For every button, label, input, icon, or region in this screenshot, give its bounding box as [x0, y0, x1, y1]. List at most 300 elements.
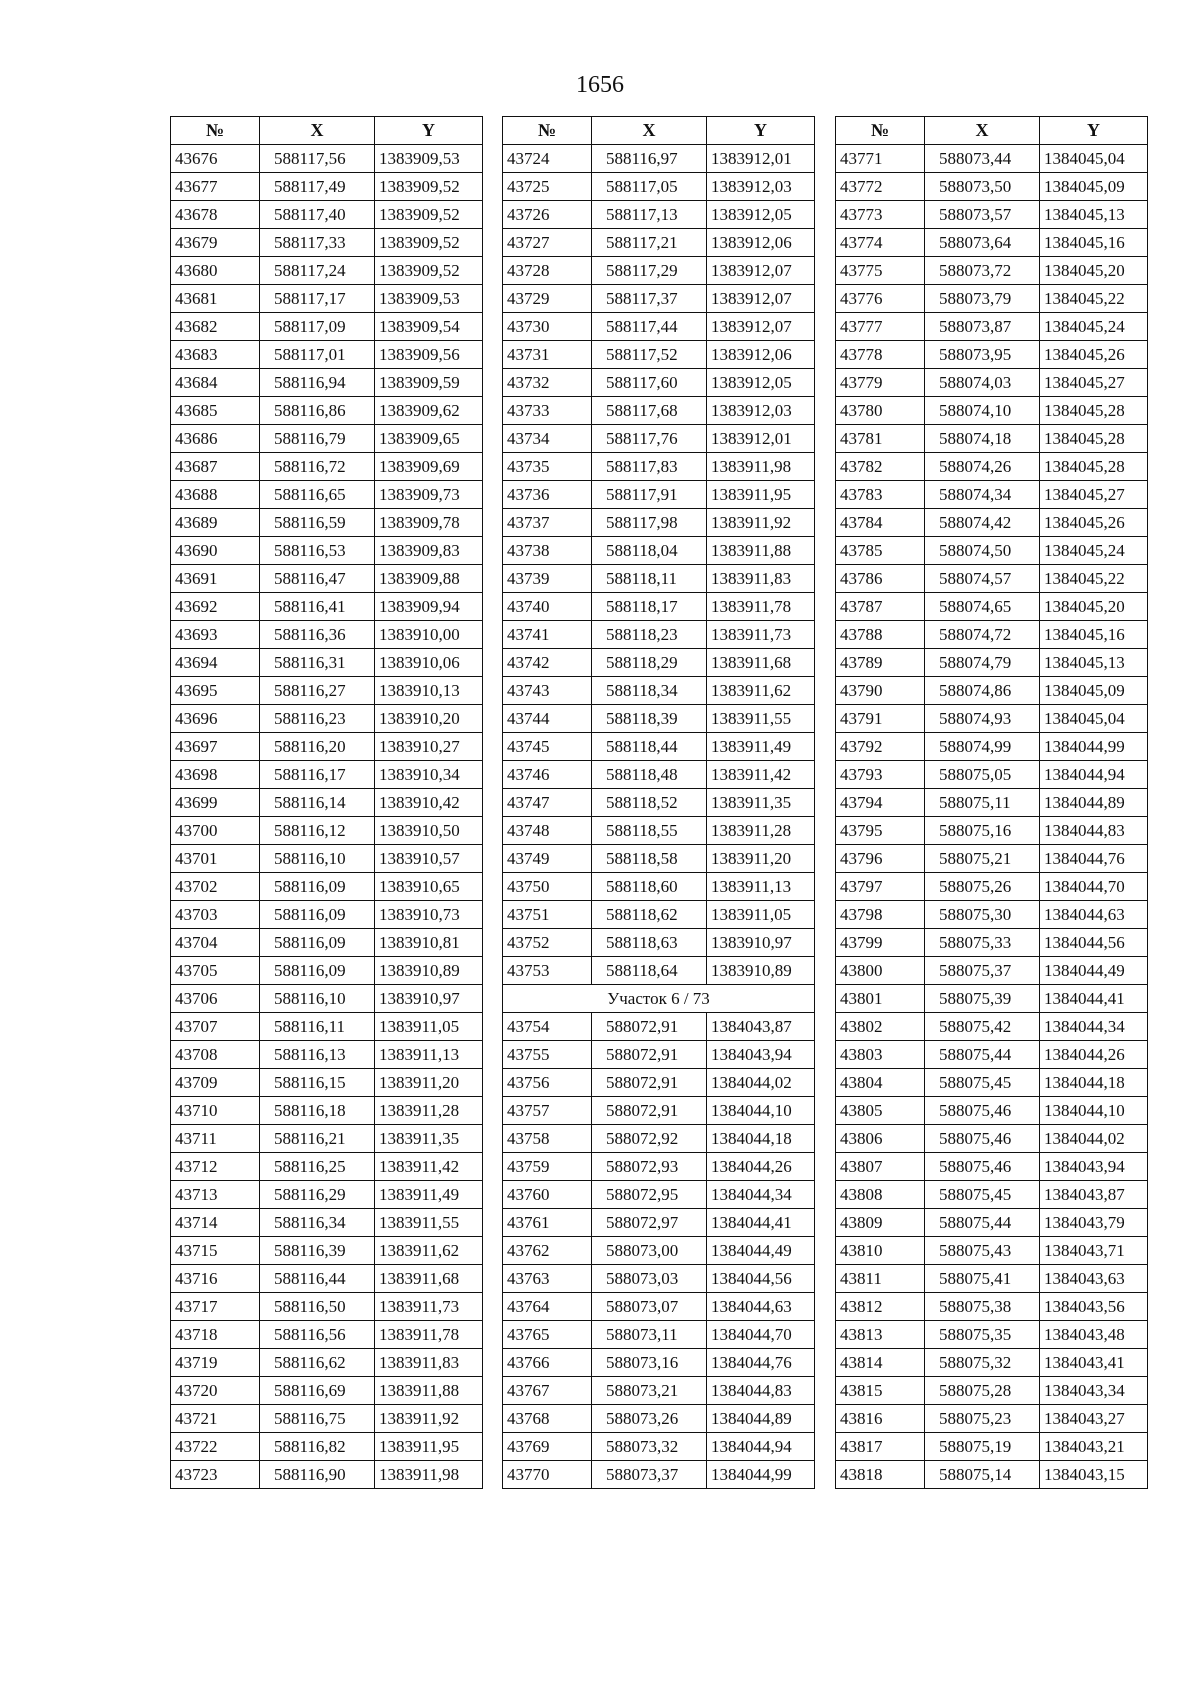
x-coordinate-cell: 588075,44: [925, 1041, 1040, 1069]
x-coordinate-cell: 588116,18: [260, 1097, 375, 1125]
x-coordinate-cell: 588117,09: [260, 313, 375, 341]
table-row: [503, 1377, 815, 1405]
y-coordinate-cell: 1384045,13: [1040, 201, 1148, 229]
point-number-cell: 43721: [171, 1405, 260, 1433]
y-coordinate-cell: 1383910,50: [375, 817, 483, 845]
point-number-cell: 43804: [836, 1069, 925, 1097]
table-row: [503, 1153, 815, 1181]
y-coordinate-cell: 1384045,16: [1040, 621, 1148, 649]
x-coordinate-cell: 588072,91: [592, 1013, 707, 1041]
point-number-cell: 43737: [503, 509, 592, 537]
x-coordinate-cell: 588073,44: [925, 145, 1040, 173]
table-row: [836, 565, 1148, 593]
x-coordinate-cell: 588075,46: [925, 1125, 1040, 1153]
point-number-cell: 43760: [503, 1181, 592, 1209]
point-number-cell: 43757: [503, 1097, 592, 1125]
table-row: [836, 173, 1148, 201]
header-x: X: [260, 117, 375, 145]
y-coordinate-cell: 1383912,01: [707, 145, 815, 173]
table-row: [836, 649, 1148, 677]
y-coordinate-cell: 1383911,13: [375, 1041, 483, 1069]
table-row: [503, 957, 815, 985]
point-number-cell: 43762: [503, 1237, 592, 1265]
x-coordinate-cell: 588117,05: [592, 173, 707, 201]
point-number-cell: 43791: [836, 705, 925, 733]
table-row: [836, 845, 1148, 873]
table-row: [171, 313, 483, 341]
x-coordinate-cell: 588072,97: [592, 1209, 707, 1237]
point-number-cell: 43681: [171, 285, 260, 313]
table-row: [171, 1349, 483, 1377]
point-number-cell: 43744: [503, 705, 592, 733]
point-number-cell: 43769: [503, 1433, 592, 1461]
y-coordinate-cell: 1384044,89: [707, 1405, 815, 1433]
point-number-cell: 43766: [503, 1349, 592, 1377]
y-coordinate-cell: 1383909,88: [375, 565, 483, 593]
coordinates-table-1: [170, 116, 483, 1489]
point-number-cell: 43685: [171, 397, 260, 425]
table-row: [836, 1405, 1148, 1433]
point-number-cell: 43677: [171, 173, 260, 201]
y-coordinate-cell: 1384045,16: [1040, 229, 1148, 257]
table-row: [171, 509, 483, 537]
table-row: [171, 1097, 483, 1125]
table-row: [836, 1097, 1148, 1125]
y-coordinate-cell: 1383910,00: [375, 621, 483, 649]
point-number-cell: 43794: [836, 789, 925, 817]
y-coordinate-cell: 1384043,87: [707, 1013, 815, 1041]
x-coordinate-cell: 588117,56: [260, 145, 375, 173]
y-coordinate-cell: 1384043,41: [1040, 1349, 1148, 1377]
table-row: [836, 313, 1148, 341]
x-coordinate-cell: 588118,64: [592, 957, 707, 985]
y-coordinate-cell: 1384044,41: [1040, 985, 1148, 1013]
section-label: Участок 6 / 73: [503, 985, 815, 1013]
x-coordinate-cell: 588073,72: [925, 257, 1040, 285]
point-number-cell: 43741: [503, 621, 592, 649]
y-coordinate-cell: 1384044,10: [707, 1097, 815, 1125]
x-coordinate-cell: 588116,29: [260, 1181, 375, 1209]
x-coordinate-cell: 588073,37: [592, 1461, 707, 1489]
table-row: [503, 201, 815, 229]
table-row: [836, 537, 1148, 565]
y-coordinate-cell: 1383911,73: [707, 621, 815, 649]
y-coordinate-cell: 1384045,26: [1040, 509, 1148, 537]
x-coordinate-cell: 588117,60: [592, 369, 707, 397]
point-number-cell: 43800: [836, 957, 925, 985]
x-coordinate-cell: 588116,86: [260, 397, 375, 425]
table-row: [836, 817, 1148, 845]
y-coordinate-cell: 1384045,22: [1040, 565, 1148, 593]
table-row: [503, 1433, 815, 1461]
y-coordinate-cell: 1383911,28: [375, 1097, 483, 1125]
point-number-cell: 43699: [171, 789, 260, 817]
table-row: [503, 1461, 815, 1489]
x-coordinate-cell: 588074,03: [925, 369, 1040, 397]
y-coordinate-cell: 1384044,70: [1040, 873, 1148, 901]
header-y: Y: [707, 117, 815, 145]
y-coordinate-cell: 1383911,49: [375, 1181, 483, 1209]
table-row: [171, 929, 483, 957]
y-coordinate-cell: 1383909,59: [375, 369, 483, 397]
table-row: [836, 901, 1148, 929]
point-number-cell: 43811: [836, 1265, 925, 1293]
table-row: [503, 229, 815, 257]
x-coordinate-cell: 588118,55: [592, 817, 707, 845]
point-number-cell: 43775: [836, 257, 925, 285]
table-row: [171, 397, 483, 425]
point-number-cell: 43770: [503, 1461, 592, 1489]
x-coordinate-cell: 588116,90: [260, 1461, 375, 1489]
table-row: [836, 1153, 1148, 1181]
table-row: [171, 1321, 483, 1349]
x-coordinate-cell: 588117,37: [592, 285, 707, 313]
x-coordinate-cell: 588116,09: [260, 901, 375, 929]
table-row: [171, 1237, 483, 1265]
y-coordinate-cell: 1383909,52: [375, 173, 483, 201]
x-coordinate-cell: 588117,76: [592, 425, 707, 453]
point-number-cell: 43789: [836, 649, 925, 677]
point-number-cell: 43720: [171, 1377, 260, 1405]
table-row: [503, 705, 815, 733]
x-coordinate-cell: 588116,82: [260, 1433, 375, 1461]
x-coordinate-cell: 588116,10: [260, 985, 375, 1013]
y-coordinate-cell: 1383911,78: [375, 1321, 483, 1349]
point-number-cell: 43693: [171, 621, 260, 649]
point-number-cell: 43752: [503, 929, 592, 957]
point-number-cell: 43707: [171, 1013, 260, 1041]
coordinates-table-2: [502, 116, 815, 1489]
table-row: [836, 621, 1148, 649]
point-number-cell: 43729: [503, 285, 592, 313]
point-number-cell: 43748: [503, 817, 592, 845]
x-coordinate-cell: 588118,04: [592, 537, 707, 565]
x-coordinate-cell: 588075,11: [925, 789, 1040, 817]
y-coordinate-cell: 1383912,05: [707, 369, 815, 397]
table-row: [836, 1349, 1148, 1377]
y-coordinate-cell: 1384044,26: [707, 1153, 815, 1181]
x-coordinate-cell: 588118,11: [592, 565, 707, 593]
x-coordinate-cell: 588117,21: [592, 229, 707, 257]
point-number-cell: 43764: [503, 1293, 592, 1321]
table-row: [503, 789, 815, 817]
table-row: [836, 1461, 1148, 1489]
y-coordinate-cell: 1383909,83: [375, 537, 483, 565]
y-coordinate-cell: 1384044,56: [1040, 929, 1148, 957]
table-row: [171, 453, 483, 481]
point-number-cell: 43758: [503, 1125, 592, 1153]
point-number-cell: 43759: [503, 1153, 592, 1181]
table-row: [836, 1433, 1148, 1461]
x-coordinate-cell: 588118,29: [592, 649, 707, 677]
y-coordinate-cell: 1384044,18: [1040, 1069, 1148, 1097]
x-coordinate-cell: 588072,93: [592, 1153, 707, 1181]
x-coordinate-cell: 588116,14: [260, 789, 375, 817]
y-coordinate-cell: 1383911,83: [707, 565, 815, 593]
y-coordinate-cell: 1384045,28: [1040, 453, 1148, 481]
table-row: [171, 341, 483, 369]
x-coordinate-cell: 588117,01: [260, 341, 375, 369]
table-row: [171, 873, 483, 901]
point-number-cell: 43747: [503, 789, 592, 817]
y-coordinate-cell: 1384044,49: [1040, 957, 1148, 985]
table-row: [171, 285, 483, 313]
point-number-cell: 43727: [503, 229, 592, 257]
point-number-cell: 43706: [171, 985, 260, 1013]
point-number-cell: 43718: [171, 1321, 260, 1349]
x-coordinate-cell: 588073,50: [925, 173, 1040, 201]
x-coordinate-cell: 588117,83: [592, 453, 707, 481]
y-coordinate-cell: 1384044,99: [1040, 733, 1148, 761]
y-coordinate-cell: 1384045,04: [1040, 705, 1148, 733]
table-row: [503, 1265, 815, 1293]
x-coordinate-cell: 588074,18: [925, 425, 1040, 453]
table-row: [171, 901, 483, 929]
x-coordinate-cell: 588116,59: [260, 509, 375, 537]
header-row: [171, 117, 483, 145]
y-coordinate-cell: 1383911,49: [707, 733, 815, 761]
y-coordinate-cell: 1383910,65: [375, 873, 483, 901]
point-number-cell: 43742: [503, 649, 592, 677]
point-number-cell: 43680: [171, 257, 260, 285]
table-row: [503, 173, 815, 201]
point-number-cell: 43731: [503, 341, 592, 369]
x-coordinate-cell: 588116,47: [260, 565, 375, 593]
table-row: [836, 397, 1148, 425]
table-row: [836, 453, 1148, 481]
table-row: [836, 705, 1148, 733]
point-number-cell: 43702: [171, 873, 260, 901]
point-number-cell: 43704: [171, 929, 260, 957]
table-row: [836, 677, 1148, 705]
y-coordinate-cell: 1384043,71: [1040, 1237, 1148, 1265]
y-coordinate-cell: 1384045,09: [1040, 677, 1148, 705]
x-coordinate-cell: 588074,65: [925, 593, 1040, 621]
table-row: [171, 1125, 483, 1153]
point-number-cell: 43751: [503, 901, 592, 929]
table-row: [836, 1041, 1148, 1069]
y-coordinate-cell: 1384043,48: [1040, 1321, 1148, 1349]
point-number-cell: 43740: [503, 593, 592, 621]
point-number-cell: 43746: [503, 761, 592, 789]
header-row: [836, 117, 1148, 145]
y-coordinate-cell: 1383911,68: [707, 649, 815, 677]
x-coordinate-cell: 588075,37: [925, 957, 1040, 985]
table-row: [836, 985, 1148, 1013]
x-coordinate-cell: 588116,39: [260, 1237, 375, 1265]
x-coordinate-cell: 588117,49: [260, 173, 375, 201]
y-coordinate-cell: 1383909,52: [375, 201, 483, 229]
y-coordinate-cell: 1384045,13: [1040, 649, 1148, 677]
table-row: [171, 761, 483, 789]
x-coordinate-cell: 588073,26: [592, 1405, 707, 1433]
point-number-cell: 43754: [503, 1013, 592, 1041]
table-row: [503, 761, 815, 789]
point-number-cell: 43709: [171, 1069, 260, 1097]
table-row: [503, 1069, 815, 1097]
x-coordinate-cell: 588074,42: [925, 509, 1040, 537]
table-row: [836, 201, 1148, 229]
x-coordinate-cell: 588073,03: [592, 1265, 707, 1293]
y-coordinate-cell: 1383910,73: [375, 901, 483, 929]
point-number-cell: 43686: [171, 425, 260, 453]
y-coordinate-cell: 1384045,28: [1040, 425, 1148, 453]
table-row: [171, 1405, 483, 1433]
point-number-cell: 43806: [836, 1125, 925, 1153]
x-coordinate-cell: 588116,25: [260, 1153, 375, 1181]
point-number-cell: 43784: [836, 509, 925, 537]
x-coordinate-cell: 588118,62: [592, 901, 707, 929]
section-row: [503, 985, 815, 1013]
y-coordinate-cell: 1384044,94: [1040, 761, 1148, 789]
table-row: [503, 1237, 815, 1265]
point-number-cell: 43705: [171, 957, 260, 985]
x-coordinate-cell: 588075,23: [925, 1405, 1040, 1433]
y-coordinate-cell: 1383912,03: [707, 173, 815, 201]
x-coordinate-cell: 588073,57: [925, 201, 1040, 229]
y-coordinate-cell: 1383911,92: [375, 1405, 483, 1433]
table-row: [171, 537, 483, 565]
table-row: [836, 957, 1148, 985]
y-coordinate-cell: 1384043,63: [1040, 1265, 1148, 1293]
table-row: [171, 733, 483, 761]
table-row: [503, 453, 815, 481]
y-coordinate-cell: 1383912,06: [707, 341, 815, 369]
point-number-cell: 43691: [171, 565, 260, 593]
y-coordinate-cell: 1383911,62: [707, 677, 815, 705]
table-row: [836, 1069, 1148, 1097]
y-coordinate-cell: 1383911,98: [375, 1461, 483, 1489]
table-row: [836, 593, 1148, 621]
y-coordinate-cell: 1384045,28: [1040, 397, 1148, 425]
header-y: Y: [1040, 117, 1148, 145]
y-coordinate-cell: 1383912,07: [707, 285, 815, 313]
table-row: [836, 1013, 1148, 1041]
point-number-cell: 43790: [836, 677, 925, 705]
point-number-cell: 43732: [503, 369, 592, 397]
point-number-cell: 43768: [503, 1405, 592, 1433]
table-row: [503, 1321, 815, 1349]
y-coordinate-cell: 1383910,97: [375, 985, 483, 1013]
y-coordinate-cell: 1384045,27: [1040, 481, 1148, 509]
y-coordinate-cell: 1383911,35: [375, 1125, 483, 1153]
table-row: [836, 425, 1148, 453]
x-coordinate-cell: 588118,60: [592, 873, 707, 901]
point-number-cell: 43786: [836, 565, 925, 593]
point-number-cell: 43799: [836, 929, 925, 957]
x-coordinate-cell: 588116,23: [260, 705, 375, 733]
x-coordinate-cell: 588116,11: [260, 1013, 375, 1041]
point-number-cell: 43783: [836, 481, 925, 509]
y-coordinate-cell: 1384044,49: [707, 1237, 815, 1265]
point-number-cell: 43725: [503, 173, 592, 201]
table-row: [503, 509, 815, 537]
y-coordinate-cell: 1384043,34: [1040, 1377, 1148, 1405]
x-coordinate-cell: 588116,65: [260, 481, 375, 509]
x-coordinate-cell: 588116,53: [260, 537, 375, 565]
y-coordinate-cell: 1383909,53: [375, 285, 483, 313]
point-number-cell: 43701: [171, 845, 260, 873]
table-row: [171, 985, 483, 1013]
page-number: 1656: [576, 72, 624, 98]
y-coordinate-cell: 1383909,53: [375, 145, 483, 173]
table-row: [171, 145, 483, 173]
y-coordinate-cell: 1383909,54: [375, 313, 483, 341]
y-coordinate-cell: 1384044,18: [707, 1125, 815, 1153]
y-coordinate-cell: 1384045,24: [1040, 313, 1148, 341]
x-coordinate-cell: 588075,41: [925, 1265, 1040, 1293]
x-coordinate-cell: 588074,86: [925, 677, 1040, 705]
table-row: [836, 1293, 1148, 1321]
y-coordinate-cell: 1383911,95: [707, 481, 815, 509]
x-coordinate-cell: 588118,52: [592, 789, 707, 817]
point-number-cell: 43676: [171, 145, 260, 173]
y-coordinate-cell: 1383909,62: [375, 397, 483, 425]
x-coordinate-cell: 588116,72: [260, 453, 375, 481]
table-row: [503, 425, 815, 453]
x-coordinate-cell: 588074,79: [925, 649, 1040, 677]
table-row: [503, 873, 815, 901]
point-number-cell: 43801: [836, 985, 925, 1013]
point-number-cell: 43687: [171, 453, 260, 481]
y-coordinate-cell: 1383911,68: [375, 1265, 483, 1293]
x-coordinate-cell: 588074,57: [925, 565, 1040, 593]
header-row: [503, 117, 815, 145]
x-coordinate-cell: 588074,34: [925, 481, 1040, 509]
point-number-cell: 43678: [171, 201, 260, 229]
table-row: [836, 929, 1148, 957]
x-coordinate-cell: 588074,99: [925, 733, 1040, 761]
y-coordinate-cell: 1384044,34: [707, 1181, 815, 1209]
x-coordinate-cell: 588116,09: [260, 957, 375, 985]
table-row: [171, 621, 483, 649]
point-number-cell: 43798: [836, 901, 925, 929]
table-row: [503, 817, 815, 845]
x-coordinate-cell: 588117,91: [592, 481, 707, 509]
x-coordinate-cell: 588116,36: [260, 621, 375, 649]
y-coordinate-cell: 1383909,78: [375, 509, 483, 537]
table-row: [503, 1349, 815, 1377]
x-coordinate-cell: 588073,79: [925, 285, 1040, 313]
x-coordinate-cell: 588073,64: [925, 229, 1040, 257]
x-coordinate-cell: 588073,21: [592, 1377, 707, 1405]
x-coordinate-cell: 588117,52: [592, 341, 707, 369]
x-coordinate-cell: 588116,97: [592, 145, 707, 173]
y-coordinate-cell: 1383911,73: [375, 1293, 483, 1321]
y-coordinate-cell: 1384045,20: [1040, 593, 1148, 621]
table-row: [171, 789, 483, 817]
y-coordinate-cell: 1384044,70: [707, 1321, 815, 1349]
x-coordinate-cell: 588075,19: [925, 1433, 1040, 1461]
point-number-cell: 43805: [836, 1097, 925, 1125]
y-coordinate-cell: 1384044,76: [707, 1349, 815, 1377]
x-coordinate-cell: 588075,44: [925, 1209, 1040, 1237]
table-row: [503, 733, 815, 761]
table-row: [171, 257, 483, 285]
x-coordinate-cell: 588116,44: [260, 1265, 375, 1293]
table-row: [503, 1405, 815, 1433]
table-row: [836, 1265, 1148, 1293]
x-coordinate-cell: 588075,30: [925, 901, 1040, 929]
point-number-cell: 43802: [836, 1013, 925, 1041]
x-coordinate-cell: 588116,69: [260, 1377, 375, 1405]
x-coordinate-cell: 588074,26: [925, 453, 1040, 481]
point-number-cell: 43733: [503, 397, 592, 425]
point-number-cell: 43745: [503, 733, 592, 761]
point-number-cell: 43730: [503, 313, 592, 341]
y-coordinate-cell: 1383911,20: [375, 1069, 483, 1097]
x-coordinate-cell: 588075,38: [925, 1293, 1040, 1321]
